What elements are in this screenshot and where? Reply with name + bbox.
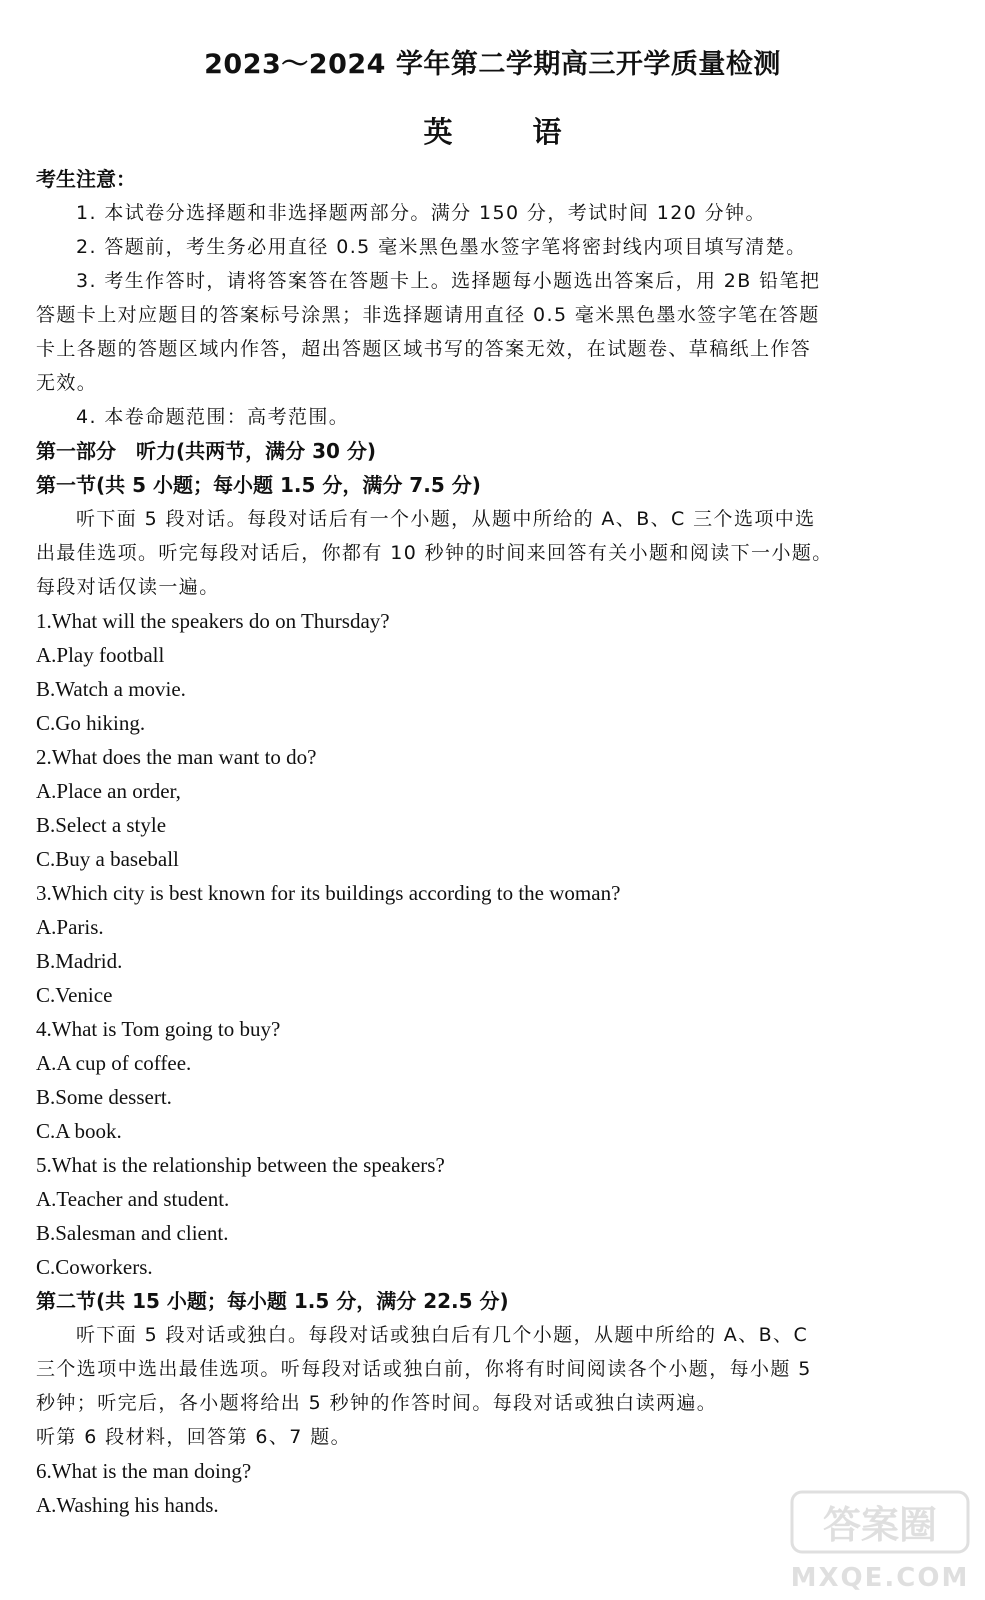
- notice-heading: 考生注意：: [36, 167, 136, 191]
- section2-heading: 第二节(共 15 小题；每小题 1.5 分，满分 22.5 分): [36, 1289, 509, 1313]
- exam-title: 2023～2024 学年第二学期高三开学质量检测: [204, 49, 781, 80]
- question-2-option-c: C.Buy a baseball: [36, 847, 179, 871]
- watermark-logo: [790, 1490, 970, 1595]
- question-3-option-c: C.Venice: [36, 983, 113, 1007]
- question-4-option-a: A.A cup of coffee.: [36, 1051, 192, 1075]
- section1-instruction-3: 每段对话仅读一遍。: [36, 576, 220, 598]
- notice-line-2: 2. 答题前，考生务必用直径 0.5 毫米黑色墨水签字笔将密封线内项目填写清楚。: [76, 236, 807, 258]
- subject-char-2: 语: [532, 115, 562, 149]
- subject-char-1: 英: [423, 115, 453, 149]
- watermark-text: 答案圈: [822, 1503, 938, 1547]
- watermark-domain: MXQE.COM: [790, 1563, 970, 1593]
- question-3-option-b: B.Madrid.: [36, 949, 123, 973]
- notice-line-6: 无效。: [36, 372, 98, 394]
- question-1-option-a: A.Play football: [36, 643, 165, 667]
- section1-instruction-2: 出最佳选项。听完每段对话后，你都有 10 秒钟的时间来回答有关小题和阅读下一小题。: [36, 542, 833, 564]
- section1-instruction-1: 听下面 5 段对话。每段对话后有一个小题，从题中所给的 A、B、C 三个选项中选: [76, 508, 816, 530]
- section2-instruction-3: 秒钟；听完后，各小题将给出 5 秒钟的作答时间。每段对话或独白读两遍。: [36, 1392, 718, 1414]
- material-6-note: 听第 6 段材料，回答第 6、7 题。: [36, 1426, 352, 1448]
- question-4-option-c: C.A book.: [36, 1119, 122, 1143]
- question-1-option-b: B.Watch a movie.: [36, 677, 186, 701]
- notice-line-1: 1. 本试卷分选择题和非选择题两部分。满分 150 分，考试时间 120 分钟。: [76, 202, 766, 224]
- question-5-option-c: C.Coworkers.: [36, 1255, 153, 1279]
- question-1-stem: 1.What will the speakers do on Thursday?: [36, 609, 390, 633]
- section2-instruction-1: 听下面 5 段对话或独白。每段对话或独白后有几个小题，从题中所给的 A、B、C: [76, 1324, 809, 1346]
- question-4-option-b: B.Some dessert.: [36, 1085, 172, 1109]
- section1-heading: 第一节(共 5 小题；每小题 1.5 分，满分 7.5 分): [36, 473, 481, 497]
- notice-line-7: 4. 本卷命题范围：高考范围。: [76, 406, 350, 428]
- question-5-option-a: A.Teacher and student.: [36, 1187, 230, 1211]
- question-2-stem: 2.What does the man want to do?: [36, 745, 317, 769]
- notice-line-5: 卡上各题的答题区域内作答，超出答题区域书写的答案无效，在试题卷、草稿纸上作答: [36, 338, 812, 360]
- question-3-option-a: A.Paris.: [36, 915, 104, 939]
- question-6-option-a: A.Washing his hands.: [36, 1493, 219, 1517]
- question-5-stem: 5.What is the relationship between the speakers?: [36, 1153, 445, 1177]
- question-2-option-b: B.Select a style: [36, 813, 167, 837]
- question-5-option-b: B.Salesman and client.: [36, 1221, 229, 1245]
- question-4-stem: 4.What is Tom going to buy?: [36, 1017, 281, 1041]
- question-1-option-c: C.Go hiking.: [36, 711, 146, 735]
- part1-heading: 第一部分 听力(共两节，满分 30 分): [36, 439, 377, 463]
- subject-title: [0, 110, 985, 151]
- notice-line-4: 答题卡上对应题目的答案标号涂黑；非选择题请用直径 0.5 毫米黑色墨水签字笔在答题: [36, 304, 820, 326]
- question-3-stem: 3.Which city is best known for its buildings according to the woman?: [36, 881, 621, 905]
- section2-instruction-2: 三个选项中选出最佳选项。听每段对话或独白前，你将有时间阅读各个小题，每小题 5: [36, 1358, 812, 1380]
- question-6-stem: 6.What is the man doing?: [36, 1459, 252, 1483]
- notice-line-3: 3. 考生作答时，请将答案答在答题卡上。选择题每小题选出答案后，用 2B 铅笔把: [76, 270, 821, 292]
- question-2-option-a: A.Place an order,: [36, 779, 181, 803]
